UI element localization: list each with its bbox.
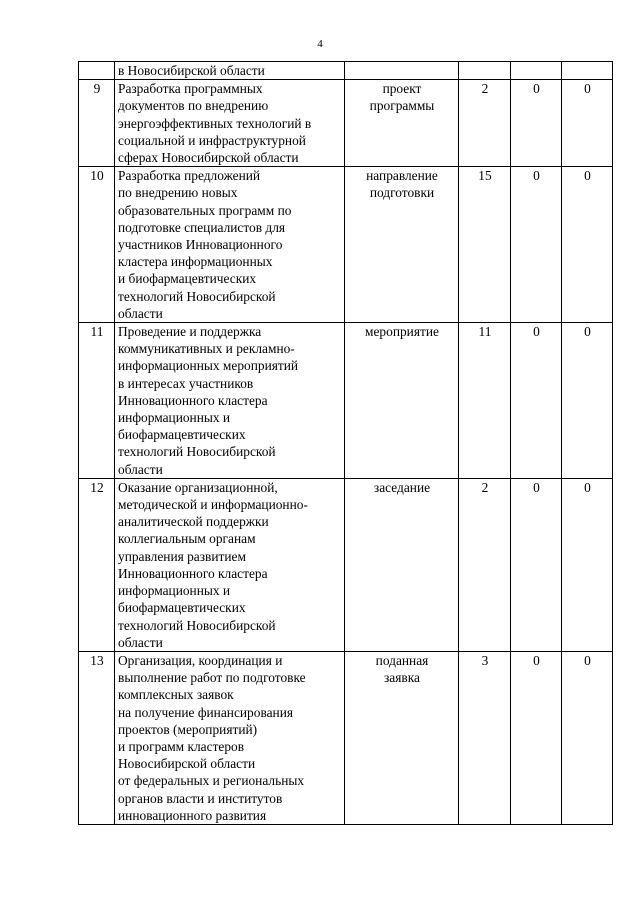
value-cell-3: 0 [562, 651, 613, 824]
activity-name-line: в Новосибирской области [118, 63, 265, 78]
unit-line: мероприятие [365, 324, 439, 340]
activity-name-cell [115, 651, 345, 824]
activity-name-line: области [118, 634, 163, 650]
unit-line: заседание [373, 479, 431, 495]
activity-name-line: информационных и [118, 583, 231, 599]
activity-name-line: области [118, 461, 163, 477]
value-cell-2: 0 [511, 80, 562, 167]
indicators-table [78, 61, 613, 825]
table-row [79, 651, 613, 824]
activity-name-line: органов власти и институтов [118, 790, 283, 806]
value-cell-2: 0 [511, 478, 562, 651]
row-number-cell: 12 [79, 478, 115, 651]
unit-line: проект [382, 81, 422, 97]
page-number: 4 [317, 38, 323, 50]
value-cell-2: 0 [511, 323, 562, 479]
activity-name-line: проектов (мероприятий) [118, 721, 258, 737]
activity-name-line: сферах Новосибирской области [118, 150, 299, 166]
value-cell-2: 0 [511, 167, 562, 323]
activity-name-line: Инновационного кластера [118, 392, 268, 408]
row-number-cell: 13 [79, 651, 115, 824]
unit-cell [345, 651, 459, 824]
activity-name-line: на получение финансирования [118, 704, 294, 720]
unit-line: поданная [375, 652, 429, 668]
activity-name-line: социальной и инфраструктурной [118, 132, 306, 148]
value-cell-2 [511, 62, 562, 80]
activity-name-cell [115, 80, 345, 167]
row-number-cell: 11 [79, 323, 115, 479]
activity-name-line: по внедрению новых [118, 185, 238, 201]
value-cell-1: 2 [459, 478, 511, 651]
activity-name-cell [115, 167, 345, 323]
activity-name-cell [115, 478, 345, 651]
activity-name-line: управления развитием [118, 548, 246, 564]
activity-name-line: методической и информационно- [118, 497, 308, 513]
activity-name-line: образовательных программ по [118, 202, 292, 218]
activity-name-line: биофармацевтических [118, 600, 246, 616]
activity-name-line: кластера информационных [118, 254, 273, 270]
activity-name-line: от федеральных и региональных [118, 773, 305, 789]
activity-name-line: коммуникативных и рекламно- [118, 341, 295, 357]
activity-name-line: Разработка предложений [118, 168, 261, 184]
activity-name-line: Оказание организационной, [118, 479, 278, 495]
activity-name-line: коллегиальным органам [118, 531, 256, 547]
table-row [79, 62, 613, 80]
unit-line: программы [369, 98, 435, 114]
activity-name-line: информационных и [118, 410, 231, 426]
activity-name-line: Организация, координация и [118, 652, 283, 668]
activity-name-line: в интересах участников [118, 375, 254, 391]
unit-cell [345, 80, 459, 167]
activity-name-line: аналитической поддержки [118, 514, 269, 530]
activity-name-line: Новосибирской области [118, 756, 256, 772]
activity-name-line: Разработка программных [118, 81, 263, 97]
activity-name-line: технологий Новосибирской [118, 617, 276, 633]
activity-name-cell [115, 62, 345, 80]
activity-name-line: инновационного развития [118, 807, 267, 823]
value-cell-3: 0 [562, 167, 613, 323]
activity-name-line: и программ кластеров [118, 738, 245, 754]
value-cell-3: 0 [562, 323, 613, 479]
value-cell-1: 15 [459, 167, 511, 323]
activity-name-line: документов по внедрению [118, 98, 269, 114]
unit-cell [345, 478, 459, 651]
table-row [79, 323, 613, 479]
row-number-cell: 9 [79, 80, 115, 167]
table-row [79, 478, 613, 651]
activity-name-line: подготовке специалистов для [118, 219, 286, 235]
value-cell-3: 0 [562, 478, 613, 651]
activity-name-line: биофармацевтических [118, 427, 246, 443]
value-cell-1: 2 [459, 80, 511, 167]
activity-name-line: и биофармацевтических [118, 271, 257, 287]
activity-name-line: участников Инновационного [118, 237, 283, 253]
unit-line: направление [366, 168, 438, 184]
activity-name-line: выполнение работ по подготовке [118, 670, 306, 686]
table-body [79, 62, 613, 825]
value-cell-1 [459, 62, 511, 80]
unit-line: подготовки [369, 185, 435, 201]
activity-name-line: Инновационного кластера [118, 565, 268, 581]
unit-cell [345, 167, 459, 323]
value-cell-1: 11 [459, 323, 511, 479]
value-cell-3: 0 [562, 80, 613, 167]
activity-name-line: технологий Новосибирской [118, 444, 276, 460]
unit-line: заявка [384, 670, 420, 686]
row-number-cell [79, 62, 115, 80]
unit-cell [345, 323, 459, 479]
table-row [79, 80, 613, 167]
value-cell-1: 3 [459, 651, 511, 824]
activity-name-line: Проведение и поддержка [118, 324, 262, 340]
activity-name-line: комплексных заявок [118, 687, 234, 703]
activity-name-line: области [118, 305, 163, 321]
value-cell-3 [562, 62, 613, 80]
activity-name-line: информационных мероприятий [118, 358, 299, 374]
unit-cell [345, 62, 459, 80]
value-cell-2: 0 [511, 651, 562, 824]
table-row [79, 167, 613, 323]
activity-name-cell [115, 323, 345, 479]
activity-name-line: энергоэффективных технологий в [118, 115, 312, 131]
row-number-cell: 10 [79, 167, 115, 323]
activity-name-line: технологий Новосибирской [118, 288, 276, 304]
